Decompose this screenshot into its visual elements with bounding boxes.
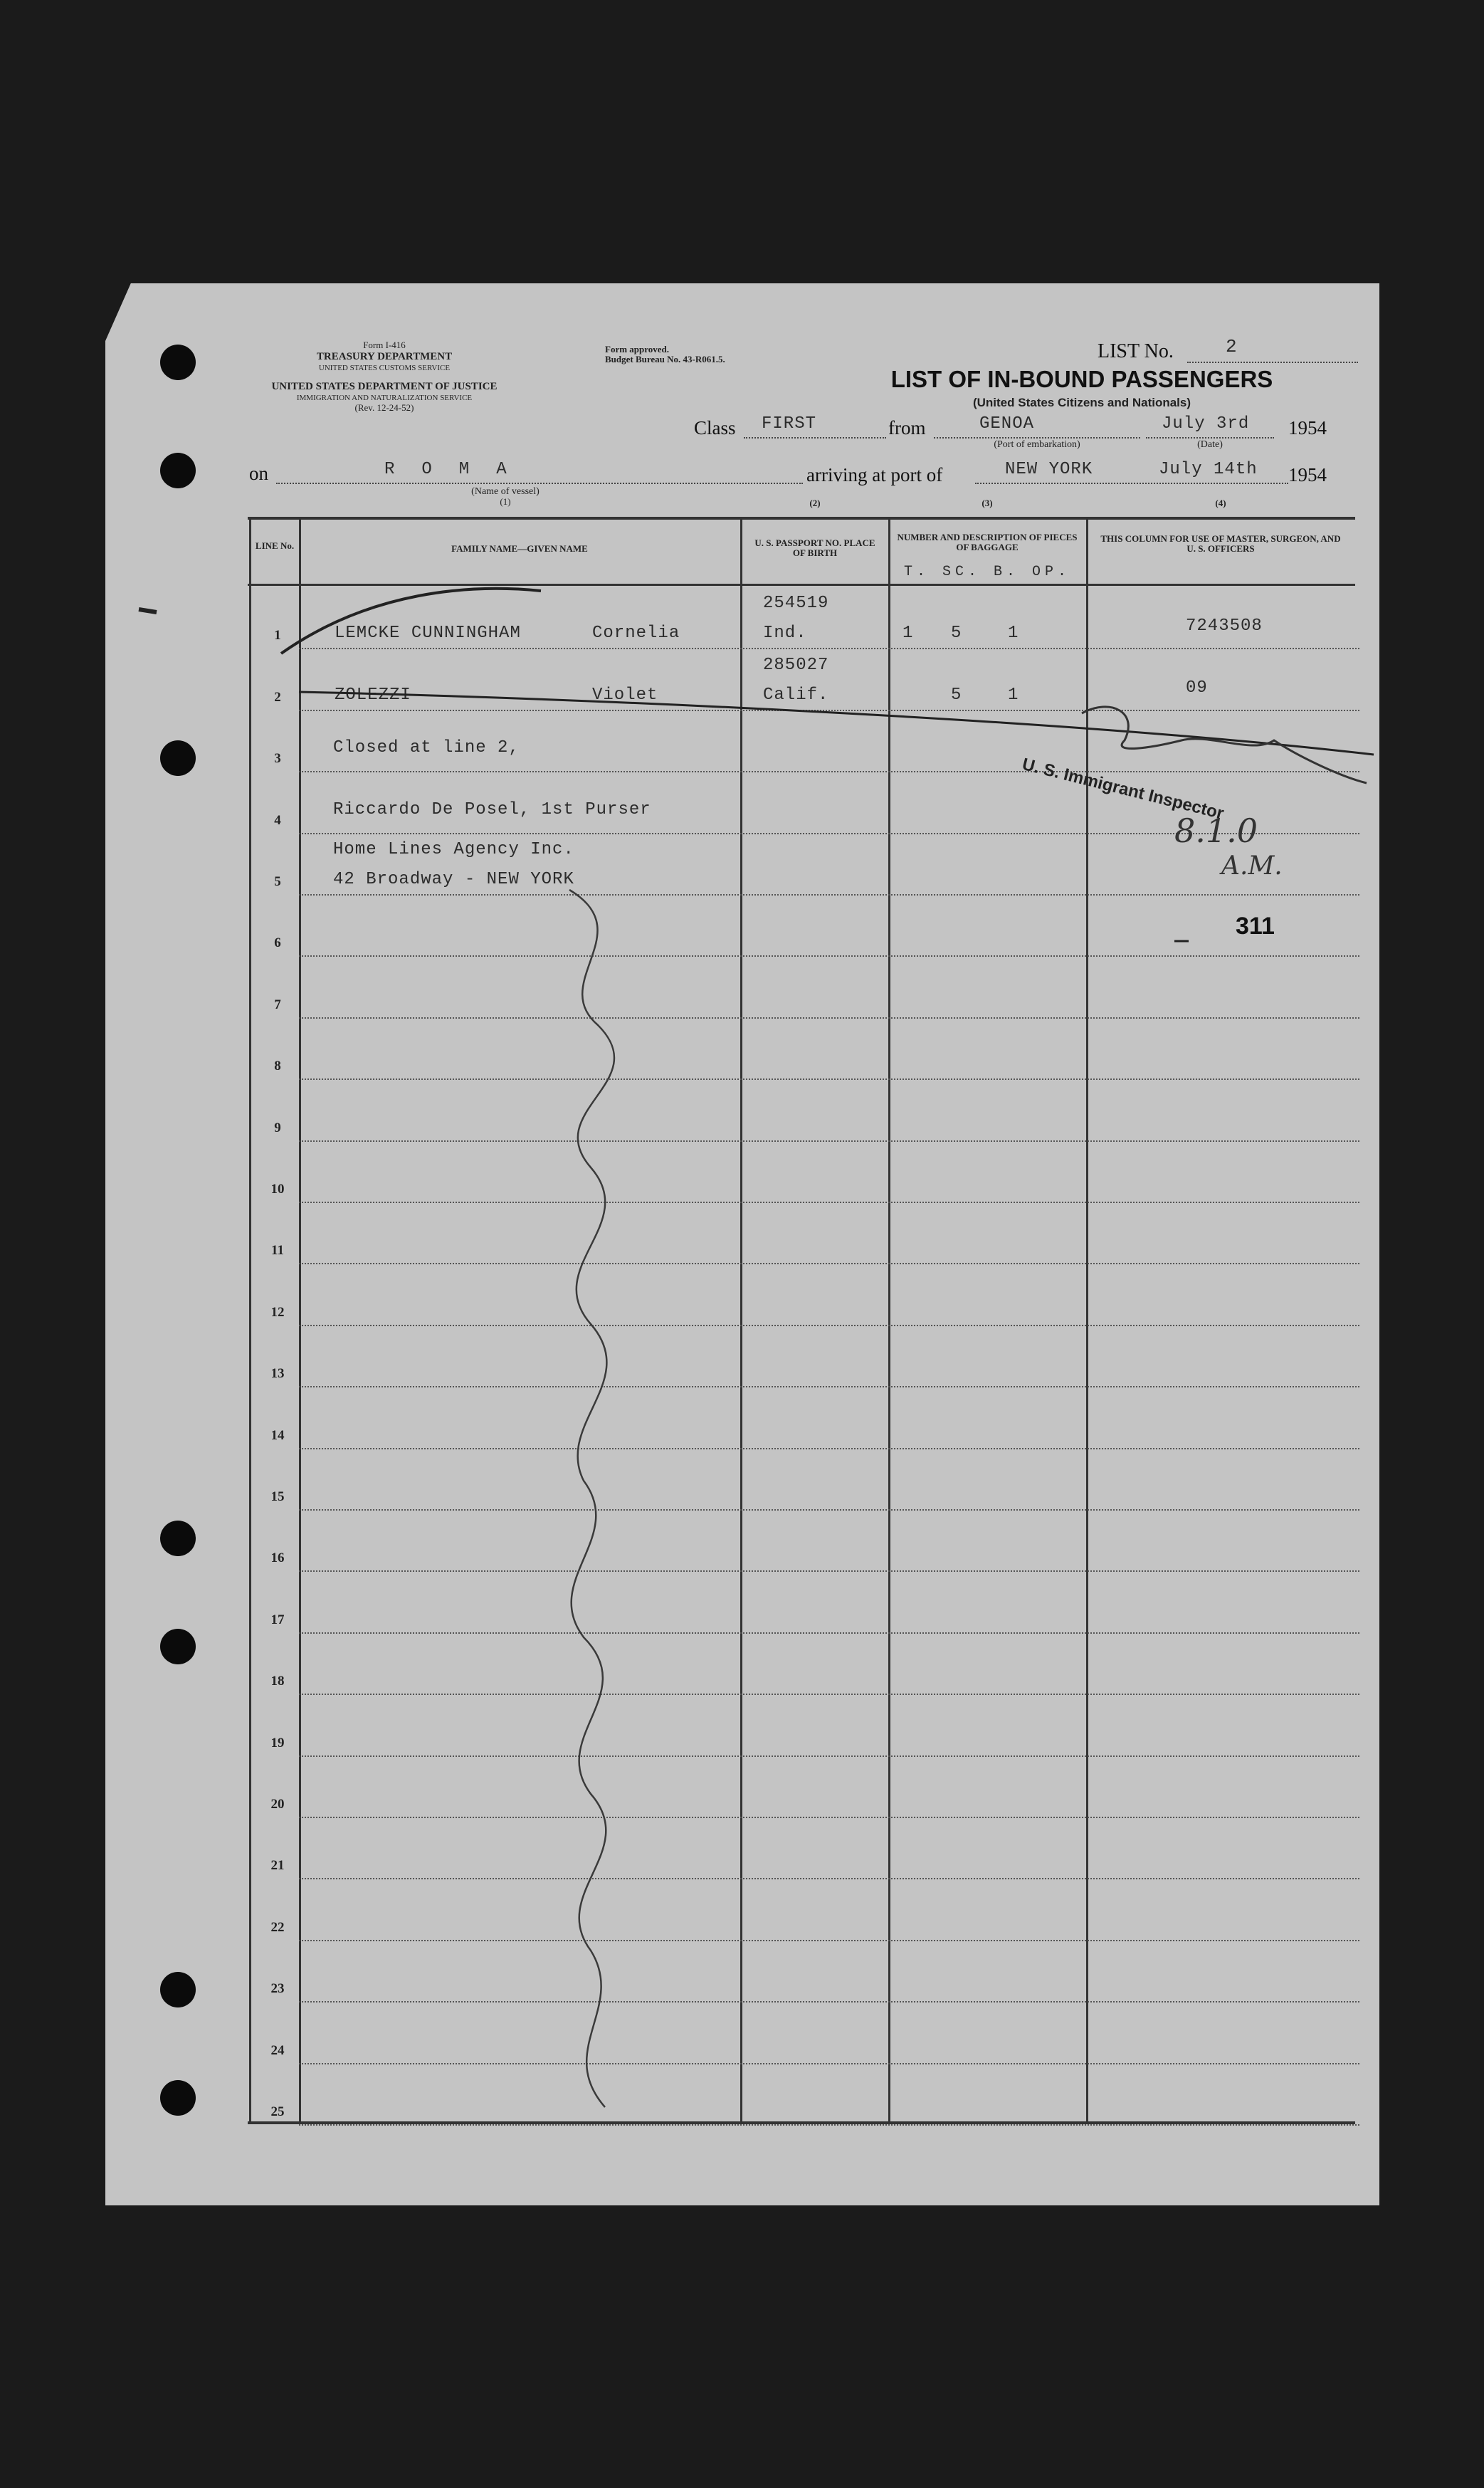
family-name: ZOLEZZI [335, 685, 411, 705]
col-num-officers: (4) [1215, 498, 1226, 508]
row-number: 6 [274, 935, 281, 951]
row-number: 10 [270, 1182, 285, 1197]
row-number: 14 [270, 1427, 285, 1443]
officer-note: 7243508 [1186, 616, 1263, 636]
form-approved: Form approved. [605, 344, 670, 355]
row-number: 3 [274, 751, 281, 767]
page-subtitle: (United States Citizens and Nationals) [972, 396, 1191, 409]
signature-scribble [1082, 707, 1367, 783]
list-number: 2 [1226, 336, 1238, 357]
officer-note: 09 [1186, 678, 1208, 698]
sheet-number: 311 [1236, 913, 1275, 940]
dept-immigration: IMMIGRATION AND NATURALIZATION SERVICE [296, 394, 473, 402]
wavy-line [569, 890, 614, 2107]
vessel-name: ROMA [384, 460, 534, 479]
arrival-date: July 14th [1159, 460, 1258, 479]
baggage-bags: 1 [1008, 685, 1019, 705]
col-num-passport: (2) [809, 498, 821, 508]
margin-mark [139, 609, 157, 612]
col-header-passport: U. S. PASSPORT NO. PLACE OF BIRTH [754, 537, 875, 558]
row-number: 5 [274, 874, 281, 889]
baggage-subheader: T. SC. B. OP. [903, 564, 1071, 580]
from-value: GENOA [979, 414, 1035, 434]
given-name: Cornelia [592, 624, 680, 644]
passport-number: 254519 [763, 594, 829, 614]
baggage-suitcases: 5 [951, 685, 962, 705]
family-name: LEMCKE CUNNINGHAM [335, 624, 521, 644]
port-caption: (Port of embarkation) [994, 439, 1080, 450]
baggage-bags: 1 [1008, 624, 1019, 644]
form-number: Form I-416 [363, 340, 406, 350]
depart-year: 1954 [1288, 417, 1327, 439]
signature-stroke [281, 589, 541, 654]
form-revision: (Rev. 12-24-52) [354, 402, 414, 413]
inspector-stamp: U. S. Immigrant Inspector [1020, 755, 1226, 824]
vessel-col-num: (1) [500, 496, 511, 507]
row-number: 2 [274, 689, 281, 705]
depart-date: July 3rd [1162, 414, 1250, 434]
birthplace: Ind. [763, 624, 807, 644]
row-number: 15 [270, 1489, 285, 1504]
row-number: 7 [274, 997, 281, 1012]
passport-number: 285027 [763, 655, 829, 675]
baggage-suitcases: 5 [951, 624, 962, 644]
row-number: 20 [270, 1797, 285, 1812]
col-header-baggage: NUMBER AND DESCRIPTION OF PIECES OF BAGGAGE [897, 532, 1078, 552]
col-header-line: LINE No. [255, 540, 295, 551]
page-title: LIST OF IN-BOUND PASSENGERS [890, 366, 1273, 392]
vessel-caption: (Name of vessel) [471, 486, 540, 497]
row-number: 24 [270, 2042, 285, 2058]
closing-stroke [299, 692, 1374, 758]
row-number: 12 [270, 1304, 285, 1320]
inspector-initials: 8.1.0 [1174, 812, 1258, 850]
arrival-year: 1954 [1288, 464, 1327, 485]
agency-name: Home Lines Agency Inc. [333, 840, 574, 859]
row-number: 16 [270, 1550, 285, 1566]
row-number: 22 [270, 1919, 285, 1935]
row-number: 4 [274, 812, 281, 828]
class-value: FIRST [762, 414, 817, 434]
arriving-label: arriving at port of [806, 464, 943, 485]
row-text: Riccardo De Posel, 1st Purser [333, 799, 651, 819]
on-label: on [249, 463, 268, 484]
birthplace: Calif. [763, 685, 829, 705]
from-label: from [888, 417, 926, 439]
dept-treasury: TREASURY DEPARTMENT [316, 351, 453, 362]
date-caption: (Date) [1197, 439, 1223, 450]
row-number: 8 [274, 1059, 281, 1074]
row-number: 21 [270, 1858, 285, 1874]
row-number: 25 [270, 2104, 285, 2119]
row-number: 13 [270, 1366, 285, 1382]
budget-bureau: Budget Bureau No. 43-R061.5. [605, 354, 725, 364]
col-header-name: FAMILY NAME—GIVEN NAME [451, 543, 588, 554]
class-label: Class [694, 417, 736, 439]
row-number: 18 [270, 1674, 285, 1689]
baggage-trunks: 1 [902, 624, 914, 644]
row-number: 17 [270, 1612, 285, 1627]
row-number: 9 [274, 1120, 281, 1135]
given-name: Violet [592, 685, 658, 705]
row-number: 11 [271, 1243, 284, 1259]
row-number: 19 [270, 1735, 285, 1750]
row-number: 1 [274, 628, 281, 644]
col-num-baggage: (3) [982, 498, 993, 508]
dept-justice: UNITED STATES DEPARTMENT OF JUSTICE [271, 381, 498, 392]
row-text: 42 Broadway - NEW YORK [333, 870, 574, 889]
dept-customs: UNITED STATES CUSTOMS SERVICE [318, 364, 451, 372]
col-header-officers: THIS COLUMN FOR USE OF MASTER, SURGEON, AND U. S. OFFICERS [1100, 533, 1341, 554]
arrival-port: NEW YORK [1005, 460, 1093, 479]
inspector-am: A.M. [1221, 851, 1283, 881]
row-number: 23 [270, 1981, 285, 1997]
row-text: Closed at line 2, [333, 738, 520, 758]
list-label: LIST No. [1098, 340, 1174, 362]
